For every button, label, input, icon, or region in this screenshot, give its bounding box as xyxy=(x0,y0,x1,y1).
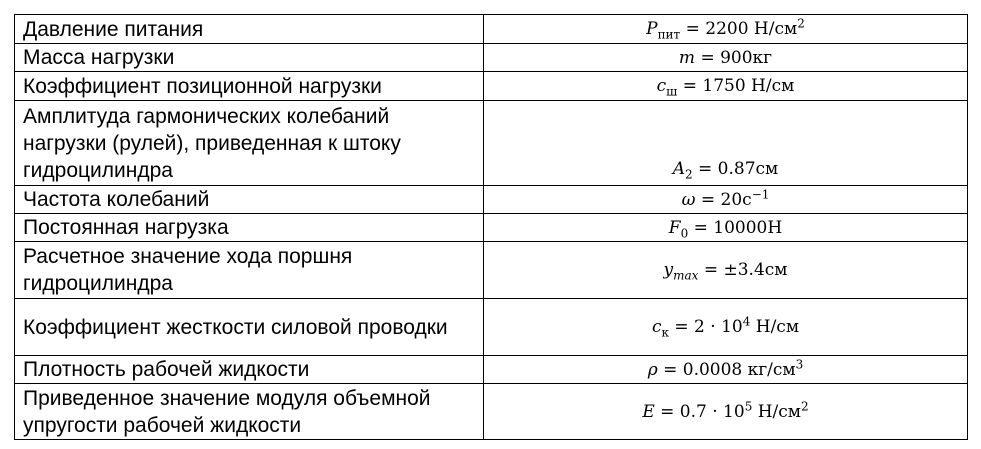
parameter-name: Частота колебаний xyxy=(15,186,484,214)
table-row xyxy=(15,72,968,101)
table-row xyxy=(15,101,968,186)
parameter-name: Коэффициент жесткости силовой проводки xyxy=(15,299,484,356)
table-row xyxy=(15,384,968,440)
parameter-value: $F_0 = 10000Н$ xyxy=(484,214,968,242)
parameter-name: Приведенное значение модуля объемной упругости рабочей жидкости xyxy=(15,384,484,440)
parameter-name: Постоянная нагрузка xyxy=(15,214,484,242)
parameters-table xyxy=(14,14,968,440)
parameter-value: m = 900кг xyxy=(484,44,968,72)
table-row xyxy=(15,44,968,72)
parameter-value: $P_{пит} = 2200$ $Н/см^2$ xyxy=(484,15,968,44)
parameter-value: $\omega = 20с^{-1}$ xyxy=(484,186,968,214)
table-row xyxy=(15,242,968,299)
parameter-name: Амплитуда гармонических колебаний нагрузки (рулей), приведенная к штоку гидроцилиндра xyxy=(15,101,484,186)
parameter-name: Масса нагрузки xyxy=(15,44,484,72)
table-row xyxy=(15,186,968,214)
parameter-value: $c_к = 2 \cdot 10^4$ Н/см xyxy=(484,299,968,356)
parameter-name: Коэффициент позиционной нагрузки xyxy=(15,72,484,101)
table-row xyxy=(15,214,968,242)
parameter-value: ρ = 0.0008 $кг/см^3$ xyxy=(484,356,968,384)
parameter-value: $A_2 = 0.87см$ xyxy=(484,101,968,186)
parameter-value: $E = 0.7 \cdot 10^5$ $Н/см^2$ xyxy=(484,384,968,440)
parameter-name: Плотность рабочей жидкости xyxy=(15,356,484,384)
parameter-value: $c_ш = 1750$ Н/см xyxy=(484,72,968,101)
parameter-name: Расчетное значение хода поршня гидроцилиндра xyxy=(15,242,484,299)
table-row xyxy=(15,15,968,44)
parameter-value: $y_{max} = \pm 3.4см$ xyxy=(484,242,968,299)
table-row xyxy=(15,299,968,356)
table-row xyxy=(15,356,968,384)
parameter-name: Давление питания xyxy=(15,15,484,44)
